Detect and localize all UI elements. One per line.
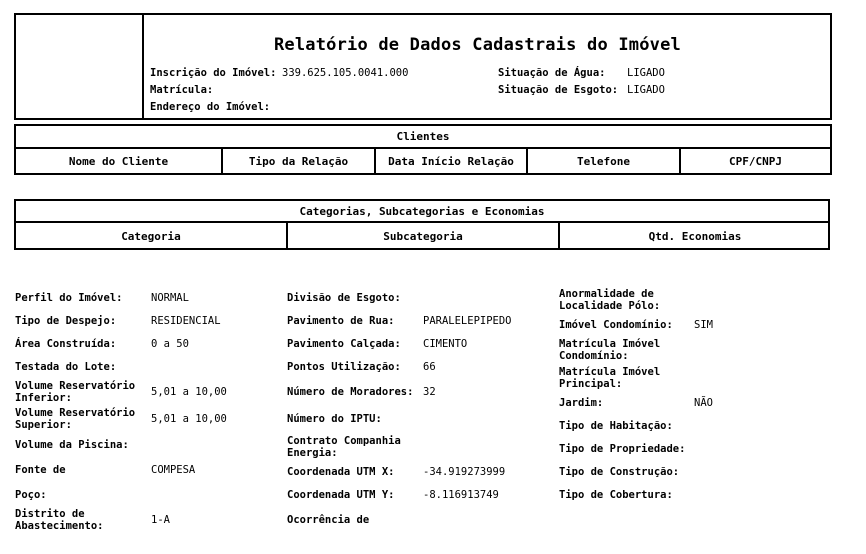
- situacao-agua-value: LIGADO: [627, 67, 665, 79]
- categorias-col-subcategoria: Subcategoria: [383, 230, 463, 243]
- numero-moradores-value: 32: [423, 386, 436, 398]
- categorias-title: Categorias, Subcategorias e Economias: [299, 205, 545, 218]
- clientes-title: Clientes: [396, 130, 450, 143]
- tipo-despejo-value: RESIDENCIAL: [151, 315, 221, 327]
- jardim-label: Jardim:: [559, 397, 604, 409]
- numero-iptu-label: Número do IPTU:: [287, 413, 382, 425]
- clientes-col-data-inicio: Data Início Relação: [388, 155, 514, 168]
- ocorrencia-label: Ocorrência de: [287, 514, 370, 526]
- matricula-label: Matrícula:: [150, 84, 214, 96]
- anormalidade-localidade-label: Anormalidade de Localidade Pólo:: [559, 288, 661, 312]
- tipo-propriedade-label: Tipo de Propriedade:: [559, 443, 686, 455]
- tipo-habitacao-label: Tipo de Habitação:: [559, 420, 673, 432]
- logo-divider: [142, 13, 144, 120]
- categorias-col-categoria: Categoria: [121, 230, 181, 243]
- categorias-title-divider: [14, 221, 830, 223]
- clientes-col-nome: Nome do Cliente: [68, 155, 169, 168]
- fonte-label: Fonte de: [15, 464, 66, 476]
- tipo-cobertura-label: Tipo de Cobertura:: [559, 489, 673, 501]
- imovel-condominio-label: Imóvel Condomínio:: [559, 319, 673, 331]
- coordenada-utm-x-label: Coordenada UTM X:: [287, 466, 395, 478]
- divisao-esgoto-label: Divisão de Esgoto:: [287, 292, 401, 304]
- inscricao-value: 339.625.105.0041.000: [282, 67, 409, 79]
- pavimento-calcada-label: Pavimento Calçada:: [287, 338, 401, 350]
- poco-label: Poço:: [15, 489, 47, 501]
- area-construida-value: 0 a 50: [151, 338, 189, 350]
- numero-moradores-label: Número de Moradores:: [287, 386, 414, 398]
- imovel-condominio-value: SIM: [694, 319, 713, 331]
- coordenada-utm-y-label: Coordenada UTM Y:: [287, 489, 395, 501]
- volume-piscina-label: Volume da Piscina:: [15, 439, 129, 451]
- testada-lote-label: Testada do Lote:: [15, 361, 117, 373]
- page-title: Relatório de Dados Cadastrais do Imóvel: [274, 35, 681, 55]
- vol-reservatorio-superior-label: Volume Reservatório Superior:: [15, 407, 136, 431]
- endereco-label: Endereço do Imóvel:: [150, 101, 271, 113]
- contrato-energia-label: Contrato Companhia Energia:: [287, 435, 401, 459]
- pontos-utilizacao-value: 66: [423, 361, 436, 373]
- vol-reservatorio-inferior-value: 5,01 a 10,00: [151, 386, 227, 398]
- clientes-col-tipo-relacao: Tipo da Relação: [248, 155, 349, 168]
- situacao-esgoto-value: LIGADO: [627, 84, 665, 96]
- clientes-col-telefone: Telefone: [577, 155, 630, 168]
- matricula-condominio-label: Matrícula Imóvel Condomínio:: [559, 338, 661, 362]
- distrito-abastecimento-value: 1-A: [151, 514, 170, 526]
- tipo-despejo-label: Tipo de Despejo:: [15, 315, 117, 327]
- perfil-imovel-label: Perfil do Imóvel:: [15, 292, 123, 304]
- area-construida-label: Área Construída:: [15, 338, 117, 350]
- situacao-esgoto-label: Situação de Esgoto:: [498, 84, 619, 96]
- coordenada-utm-y-value: -8.116913749: [423, 489, 499, 501]
- jardim-value: NÃO: [694, 397, 713, 409]
- tipo-construcao-label: Tipo de Construção:: [559, 466, 680, 478]
- distrito-abastecimento-label: Distrito de Abastecimento:: [15, 508, 104, 532]
- fonte-value: COMPESA: [151, 464, 196, 476]
- perfil-imovel-value: NORMAL: [151, 292, 189, 304]
- logo-area: [16, 15, 142, 118]
- vol-reservatorio-superior-value: 5,01 a 10,00: [151, 413, 227, 425]
- inscricao-label: Inscrição do Imóvel:: [150, 67, 277, 79]
- clientes-title-divider: [14, 147, 832, 149]
- coordenada-utm-x-value: -34.919273999: [423, 466, 506, 478]
- pavimento-rua-label: Pavimento de Rua:: [287, 315, 395, 327]
- situacao-agua-label: Situação de Água:: [498, 67, 606, 79]
- pavimento-rua-value: PARALELEPIPEDO: [423, 315, 512, 327]
- vol-reservatorio-inferior-label: Volume Reservatório Inferior:: [15, 380, 136, 404]
- categorias-col-qtd-economias: Qtd. Economias: [648, 230, 742, 243]
- pavimento-calcada-value: CIMENTO: [423, 338, 468, 350]
- clientes-col-cpf-cnpj: CPF/CNPJ: [729, 155, 782, 168]
- matricula-principal-label: Matrícula Imóvel Principal:: [559, 366, 661, 390]
- pontos-utilizacao-label: Pontos Utilização:: [287, 361, 401, 373]
